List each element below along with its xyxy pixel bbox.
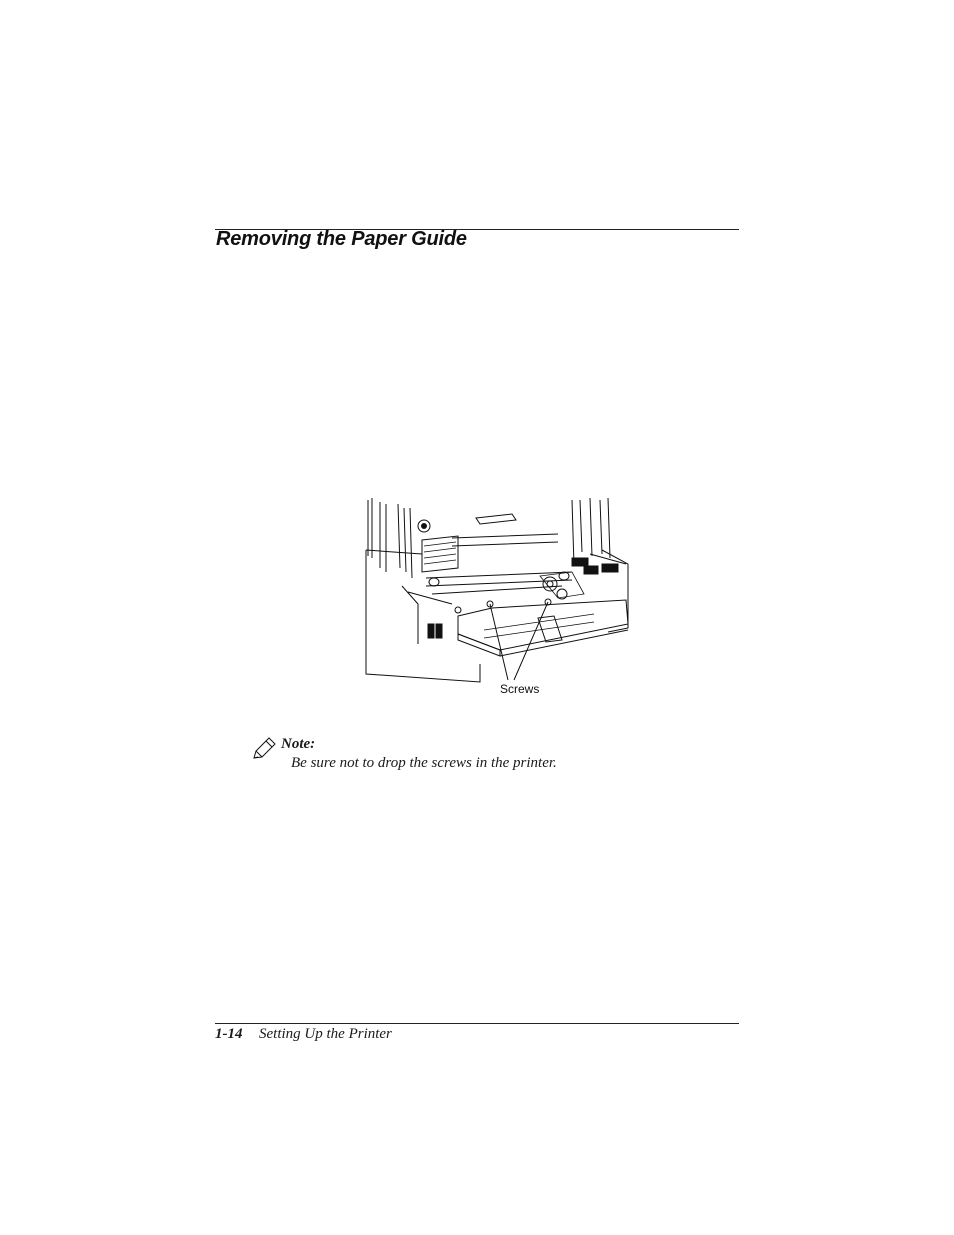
note-title: Note:: [281, 736, 316, 752]
section-heading: Removing the Paper Guide: [216, 228, 467, 250]
figure-label-screws: Screws: [500, 682, 540, 696]
note-body: Be sure not to drop the screws in the printer.: [291, 755, 557, 771]
footer-page-number: 1-14: [215, 1026, 243, 1042]
printer-illustration-icon: [362, 494, 634, 684]
pencil-note-icon: [251, 736, 277, 762]
footer-rule: [215, 1023, 739, 1024]
footer-chapter-title: Setting Up the Printer: [259, 1026, 392, 1042]
